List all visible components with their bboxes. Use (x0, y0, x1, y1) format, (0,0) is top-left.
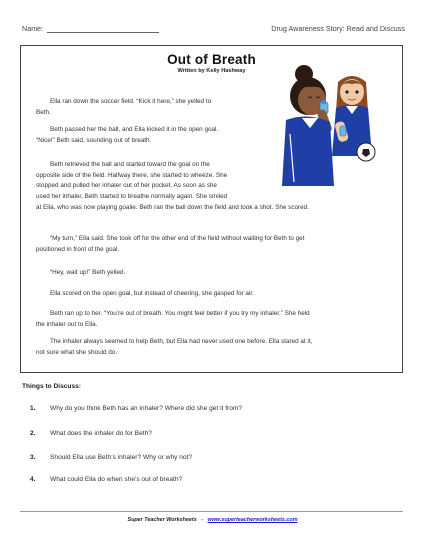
beth-inhaler-icon (340, 126, 346, 136)
story-paragraph-2: Beth passed her the ball, and Ella kicked it in the open goal. “Nice!” Beth said, sounding out of breath. (36, 126, 219, 144)
discussion-question-4: 4. What could Ella do when she’s out of breath? (30, 476, 183, 483)
footer-url-link[interactable]: www.superteacherworksheets.com (207, 517, 298, 523)
worksheet-subject: Drug Awareness Story: Read and Discuss (271, 24, 405, 33)
footer-divider (20, 511, 403, 512)
story-paragraph-1: Ella ran down the soccer field. “Kick it here,” she yelled to Beth. (36, 98, 212, 116)
footer-separator: - (201, 517, 204, 523)
beth-figure (332, 76, 375, 161)
story-title: Out of Breath (167, 52, 256, 67)
footer (0, 517, 425, 523)
story-paragraph-7: Beth ran up to her. “You’re out of breath. You might feel better if you try my inhaler.” She held the inhaler out to Ella. (36, 310, 310, 328)
ella-figure (282, 65, 334, 186)
name-blank-line[interactable] (47, 25, 159, 33)
story-paragraph-4: “My turn,” Ella said. She took off for the other end of the field without waiting for Beth to get positioned in front of the goal. (36, 235, 305, 253)
story-paragraph-8: The inhaler always seemed to help Beth, but Ella had never used one before. Ella stared at it, not sure what she should do. (36, 338, 313, 356)
soccer-girls-illustration (268, 60, 380, 188)
discussion-question-3: 3. Should Ella use Beth’s inhaler? Why or why not? (30, 454, 193, 461)
story-paragraph-6: Ella scored on the open goal, but instead of cheering, she gasped for air. (50, 290, 254, 297)
footer-brand: Super Teacher Worksheets (127, 517, 197, 523)
discussion-question-1: 1. Why do you think Beth has an inhaler? Where did she get it from? (30, 405, 243, 412)
ella-jersey (282, 116, 334, 186)
discussion-question-2: 2. What does the inhaler do for Beth? (30, 430, 152, 437)
story-paragraph-3: Beth retrieved the ball and started toward the goal on the opposite side of the field. Halfway there, she started to wheeze. She stopped and pulled her inhaler out of her pocket. As soon as she used her inhaler, Beth started to breathe normally again. She smiled at Ella, who was now playing goalie. Beth ran the ball down the field and took a shot. She scored. (36, 161, 309, 211)
name-field[interactable] (22, 24, 159, 33)
name-label: Name: (22, 24, 44, 33)
story-paragraph-5: “Hey, wait up!” Beth yelled. (50, 269, 126, 276)
discussion-heading: Things to Discuss: (22, 383, 81, 390)
worksheet-header (22, 24, 405, 38)
story-byline: Written by Kelly Hashway (177, 68, 246, 74)
